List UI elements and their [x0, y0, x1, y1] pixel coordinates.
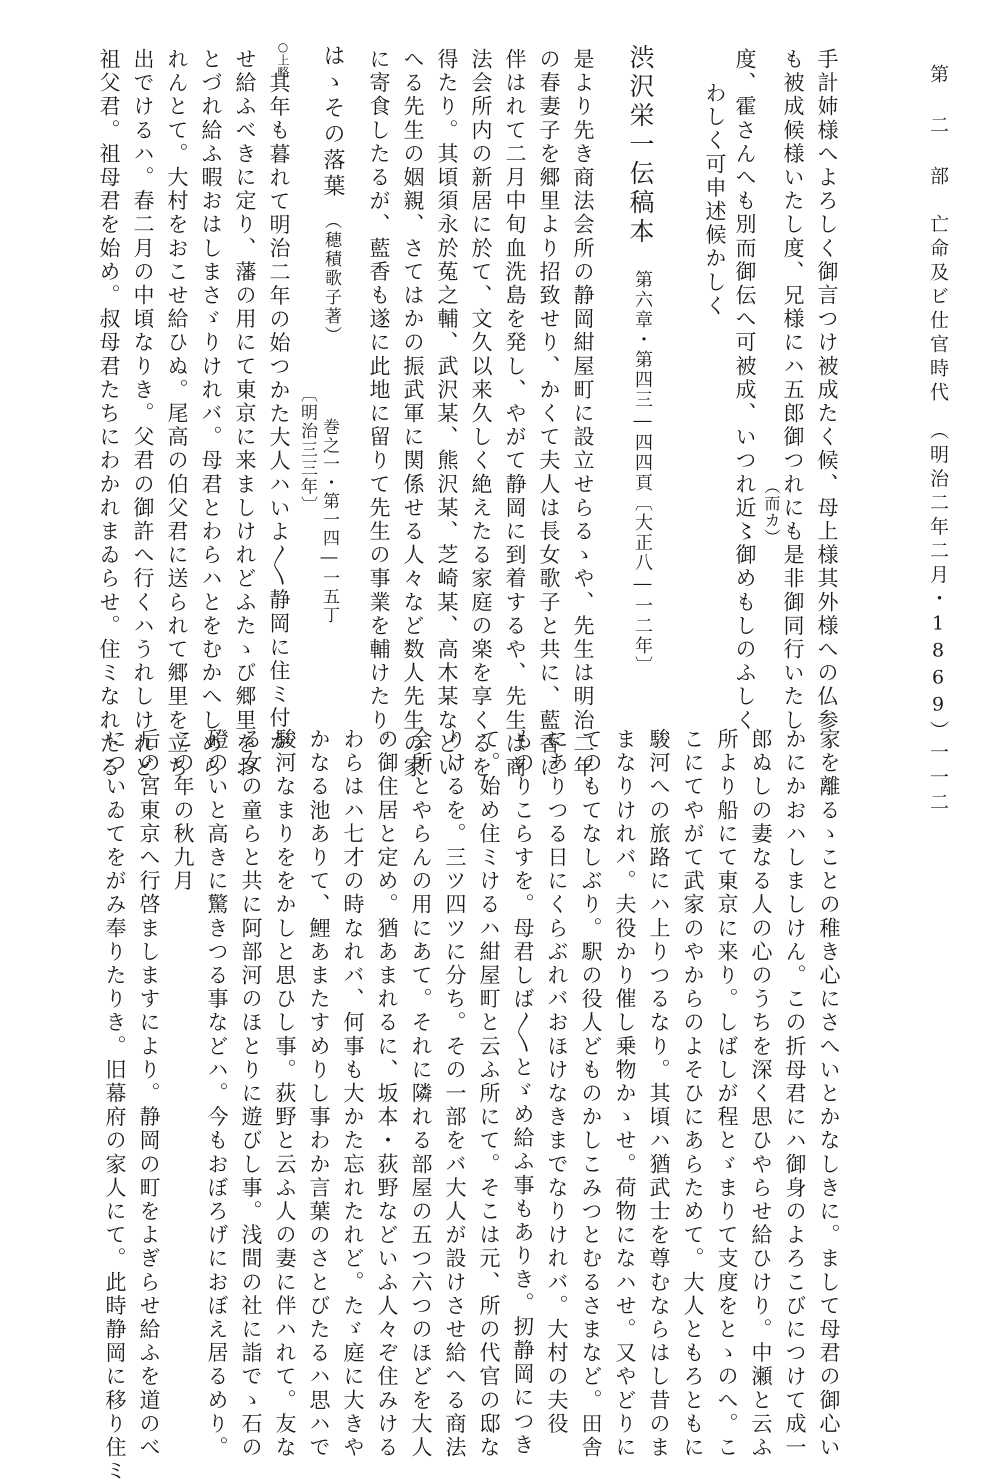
bio-line-1: 是より先き商法会所の静岡紺屋町に設立せらるゝや、先生は明治二年: [571, 48, 595, 780]
memoir-author: （穂積歌子著）: [321, 212, 341, 345]
bio-line-2: の春妻子を郷里より招致せり、かくて夫人は長女歌子と共に、藍香に: [537, 48, 561, 780]
omission-mark: ○上略: [276, 40, 290, 78]
source-title: 渋沢栄一伝稿本: [626, 44, 655, 247]
memoir-title: はゝその落葉: [320, 44, 345, 200]
lower-line-17: 駿河なまりををかしと思ひし事。荻野と云ふ人の妻に伴ハれて。友な: [273, 728, 297, 1460]
lower-line-9: にありつる日にくらぶれバおほけなきまでなりけれバ。大村の夫役: [545, 728, 569, 1436]
memoir-line-2: せ給ふべきに定り、藩の用にて東京に来ましけれどふたゝび郷里をお: [233, 48, 257, 780]
lower-line-4: 所より船にて東京に来り。しばしが程とゞまりて支度をとゝのへ。こ: [715, 728, 739, 1460]
running-head: 第 二 部 亡命及ビ仕官時代 （明治二年二月・1869）: [927, 64, 949, 745]
bio-line-6: へる先生の姻親、さてはかの振武軍に関係せる人々など数人先生の家: [401, 48, 425, 780]
memoir-line-5: 出でけるハ。春二月の中頃なりき。父君の御許へ行くハうれしけれど: [131, 48, 155, 780]
lower-line-21: 后の宮東京へ行啓ましますにより。静岡の町をよぎらせ給ふを道のべ: [137, 728, 161, 1460]
lower-line-10: ものりこらすを。母君しば〳〵とゞめ給ふ事もありき。扨静岡につき: [511, 728, 535, 1457]
letter-line-4: わしく可申述候かしく: [703, 82, 727, 318]
letter-line-2: も被成候様いたし度、兄様にハ五郎御つれにも是非御同行いたし: [781, 48, 805, 733]
lower-line-7: まなりけれバ。夫役かり催し乗物かゝせ。荷物になハせ。又やどりに: [613, 728, 637, 1460]
lower-line-15: わらはハ七才の時なれバ、何事も大かた忘れたれど。たゞ庭に大きや: [341, 728, 365, 1460]
lower-line-8: てのもてなしぶり。駅の役人どものかしこみつとむるさまなど。田舎: [579, 728, 603, 1460]
bio-line-5: 得たり。其頃須永於菟之輔、武沢某、熊沢某、芝崎某、高木某などい: [435, 48, 459, 780]
memoir-line-3: とづれ給ふ暇おはしまさゞりけれバ。母君とわらハとをむかへしめら: [199, 48, 223, 780]
lower-line-22: についゐてをがみ奉りたりき。旧幕府の家人にて。此時静岡に移り住ミ: [103, 728, 127, 1483]
lower-line-6: 駿河への旅路にハ上りつるなり。其頃ハ猶武士を尊むならはし昔のま: [647, 728, 671, 1460]
memoir-reference-year: 〔明治三三年〕: [297, 385, 317, 515]
letter-line-3: 度、霍さんへも別而御伝へ可被成、いつれ近〻御めもしのふしく: [733, 48, 757, 733]
lower-line-20: この年の秋九月: [171, 728, 195, 894]
lower-line-18: る女の童らと共に阿部河のほとりに遊びし事。浅間の社に詣でゝ石の: [239, 728, 263, 1460]
page-number: 一一二: [927, 742, 949, 817]
lower-line-13: 会所とやらんの用にあて。それに隣れる部屋の五つ六つのほどを大人: [409, 728, 433, 1460]
memoir-line-4: れんとて。大村をおこせ給ひぬ。尾高の伯父君に送られて郷里を立ち: [165, 48, 189, 780]
lower-line-11: て。始め住ミけるハ紺屋町と云ふ所にて。そこは元、所の代官の邸な: [477, 728, 501, 1460]
lower-line-5: こにてやがて武家のやからのよそひにあらためて。大人ともろともに: [681, 728, 705, 1460]
source-reference: 第六章・第四三―四四頁〔大正八―一二年〕: [632, 270, 653, 676]
memoir-line-1: 其年も暮れて明治二年の始つかた大人ハいよ〳〵静岡に住ミ付か: [267, 72, 291, 754]
bio-line-7: に寄食したるが、藍香も遂に此地に留りて先生の事業を輔けたり。: [367, 48, 391, 756]
memoir-reference: 巻之一・第一四―一五丁: [319, 418, 339, 625]
lower-line-14: の御住居と定め。猶あまれるに、坂本・荻野などいふ人々ぞ住みける: [375, 728, 399, 1460]
lower-line-16: かなる池ありて、鯉あまたすめりし事わか言葉のさとびたるハ思ハで: [307, 728, 331, 1460]
bio-line-4: 法会所内の新居に於て、文久以来久しく絶えたる家庭の楽を享くるを: [469, 48, 493, 780]
memoir-line-6: 祖父君。祖母君を始め。叔母君たちにわかれまゐらせ。住ミなれたる: [97, 48, 121, 780]
lower-line-19: 磴のいと高きに驚きつる事などハ。今もおぼろげにおぼえ居るめり。: [205, 728, 229, 1460]
lower-line-1: 家を離るゝことの稚き心にさへいとかなしきに。まして母君の御心い: [817, 728, 841, 1460]
letter-annotation: （而カ）: [762, 478, 781, 546]
lower-line-2: かにかおハしましけん。この折母君にハ御身のよろこびにつけて成一: [783, 728, 807, 1460]
bio-line-3: 伴はれて二月中旬血洗島を発し、やがて静岡に到着するや、先生は商: [503, 48, 527, 780]
lower-line-12: りけるを。三ツ四ツに分ち。その一部をバ大人が設けさせ給へる商法: [443, 728, 467, 1460]
letter-line-1: 手計姉様へよろしく御言つけ被成たく候、母上様其外様への仏参: [815, 48, 839, 733]
lower-line-3: 郎ぬしの妻なる人の心のうちを深く思ひやらせ給ひけり。中瀬と云ふ: [749, 728, 773, 1460]
